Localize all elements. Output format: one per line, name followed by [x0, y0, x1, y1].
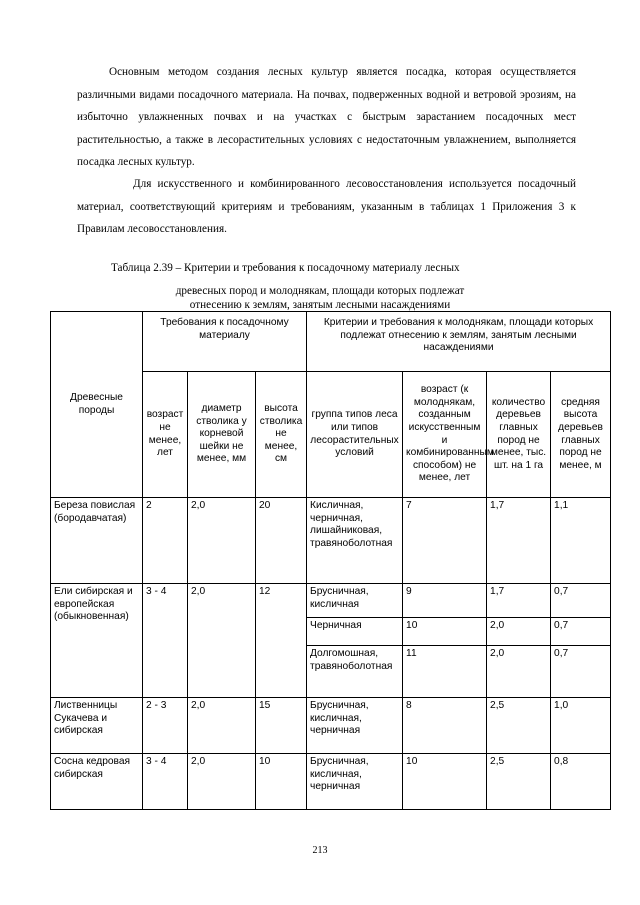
cell-tree-count: 2,5	[487, 754, 551, 810]
cell-young-age: 11	[403, 646, 487, 698]
table-caption-line1: Таблица 2.39 – Критерии и требования к посадочному материалу лесных	[111, 262, 460, 274]
cell-avg-height: 0,7	[551, 584, 611, 618]
cell-height: 12	[256, 584, 307, 698]
cell-age: 3 - 4	[143, 584, 188, 698]
cell-height: 20	[256, 498, 307, 584]
header-group-criteria: Критерии и требования к молоднякам, площади которых подлежат отнесению к землям, занятым лесными насаждениями	[307, 312, 611, 372]
cell-age: 3 - 4	[143, 754, 188, 810]
cell-tree-count: 2,5	[487, 698, 551, 754]
cell-avg-height: 0,8	[551, 754, 611, 810]
cell-avg-height: 1,1	[551, 498, 611, 584]
table-caption-continuation	[0, 284, 640, 312]
header-diameter: диаметр стволика у корневой шейки не менее, мм	[188, 372, 256, 498]
cell-species: Лиственницы Сукачева и сибирская	[51, 698, 143, 754]
header-forest-type: группа типов леса или типов лесорастительных условий	[307, 372, 403, 498]
header-avg-height: средняя высота деревьев главных пород не менее, м	[551, 372, 611, 498]
cell-age: 2 - 3	[143, 698, 188, 754]
table-row	[51, 754, 611, 810]
header-tree-count: количество деревьев главных пород не менее, тыс. шт. на 1 га	[487, 372, 551, 498]
cell-diameter: 2,0	[188, 584, 256, 698]
paragraph-planting-method: Основным методом создания лесных культур является посадка, которая осуществляется различными видами посадочного материала. На почвах, подверженных водной и ветровой эрозиям, на избыточно увлажненных почвах и на участках с быстрым зарастанием посадочных мест растительностью, а также в лесорастительных условиях с недостаточным увлажнением, выполняется посадка лесных культур.	[77, 66, 576, 169]
cell-forest-type: Брусничная, кисличная, черничная	[307, 698, 403, 754]
cell-avg-height: 0,7	[551, 646, 611, 698]
header-height: высота стволика не менее, см	[256, 372, 307, 498]
cell-young-age: 9	[403, 584, 487, 618]
cell-young-age: 10	[403, 618, 487, 646]
header-age: возраст не менее, лет	[143, 372, 188, 498]
cell-avg-height: 0,7	[551, 618, 611, 646]
header-young-age: возраст (к молоднякам, созданным искусственным и комбинированным способом) не менее, лет	[403, 372, 487, 498]
table-row	[51, 698, 611, 754]
table-row	[51, 498, 611, 584]
cell-tree-count: 1,7	[487, 498, 551, 584]
cell-tree-count: 2,0	[487, 646, 551, 698]
cell-diameter: 2,0	[188, 698, 256, 754]
header-species: Древесные породы	[51, 312, 143, 498]
cell-tree-count: 2,0	[487, 618, 551, 646]
table-caption-line3: отнесению к землям, занятым лесными насаждениями	[189, 299, 451, 311]
cell-forest-type: Черничная	[307, 618, 403, 646]
cell-forest-type: Кисличная, черничная, лишайниковая, травяноболотная	[307, 498, 403, 584]
cell-species: Ели сибирская и европейская (обыкновенная)	[51, 584, 143, 698]
cell-age: 2	[143, 498, 188, 584]
page-number: 213	[312, 845, 328, 856]
paragraph-planting-material: Для искусственного и комбинированного лесовосстановления используется посадочный материал, соответствующий критериям и требованиям, указанным в таблицах 1 Приложения 3 к Правилам лесовосстановления.	[77, 178, 576, 236]
cell-forest-type: Брусничная, кисличная, черничная	[307, 754, 403, 810]
cell-height: 15	[256, 698, 307, 754]
cell-young-age: 7	[403, 498, 487, 584]
table-row	[51, 584, 611, 618]
cell-diameter: 2,0	[188, 498, 256, 584]
table-caption-line2: древесных пород и молоднякам, площади которых подлежат	[175, 285, 465, 297]
cell-avg-height: 1,0	[551, 698, 611, 754]
cell-species: Сосна кедровая сибирская	[51, 754, 143, 810]
cell-tree-count: 1,7	[487, 584, 551, 618]
header-group-requirements: Требования к посадочному материалу	[143, 312, 307, 372]
cell-young-age: 8	[403, 698, 487, 754]
criteria-table	[50, 311, 611, 810]
cell-forest-type: Долгомошная, травяноболотная	[307, 646, 403, 698]
cell-young-age: 10	[403, 754, 487, 810]
cell-height: 10	[256, 754, 307, 810]
cell-diameter: 2,0	[188, 754, 256, 810]
cell-species: Береза повислая (бородавчатая)	[51, 498, 143, 584]
cell-forest-type: Брусничная, кисличная	[307, 584, 403, 618]
